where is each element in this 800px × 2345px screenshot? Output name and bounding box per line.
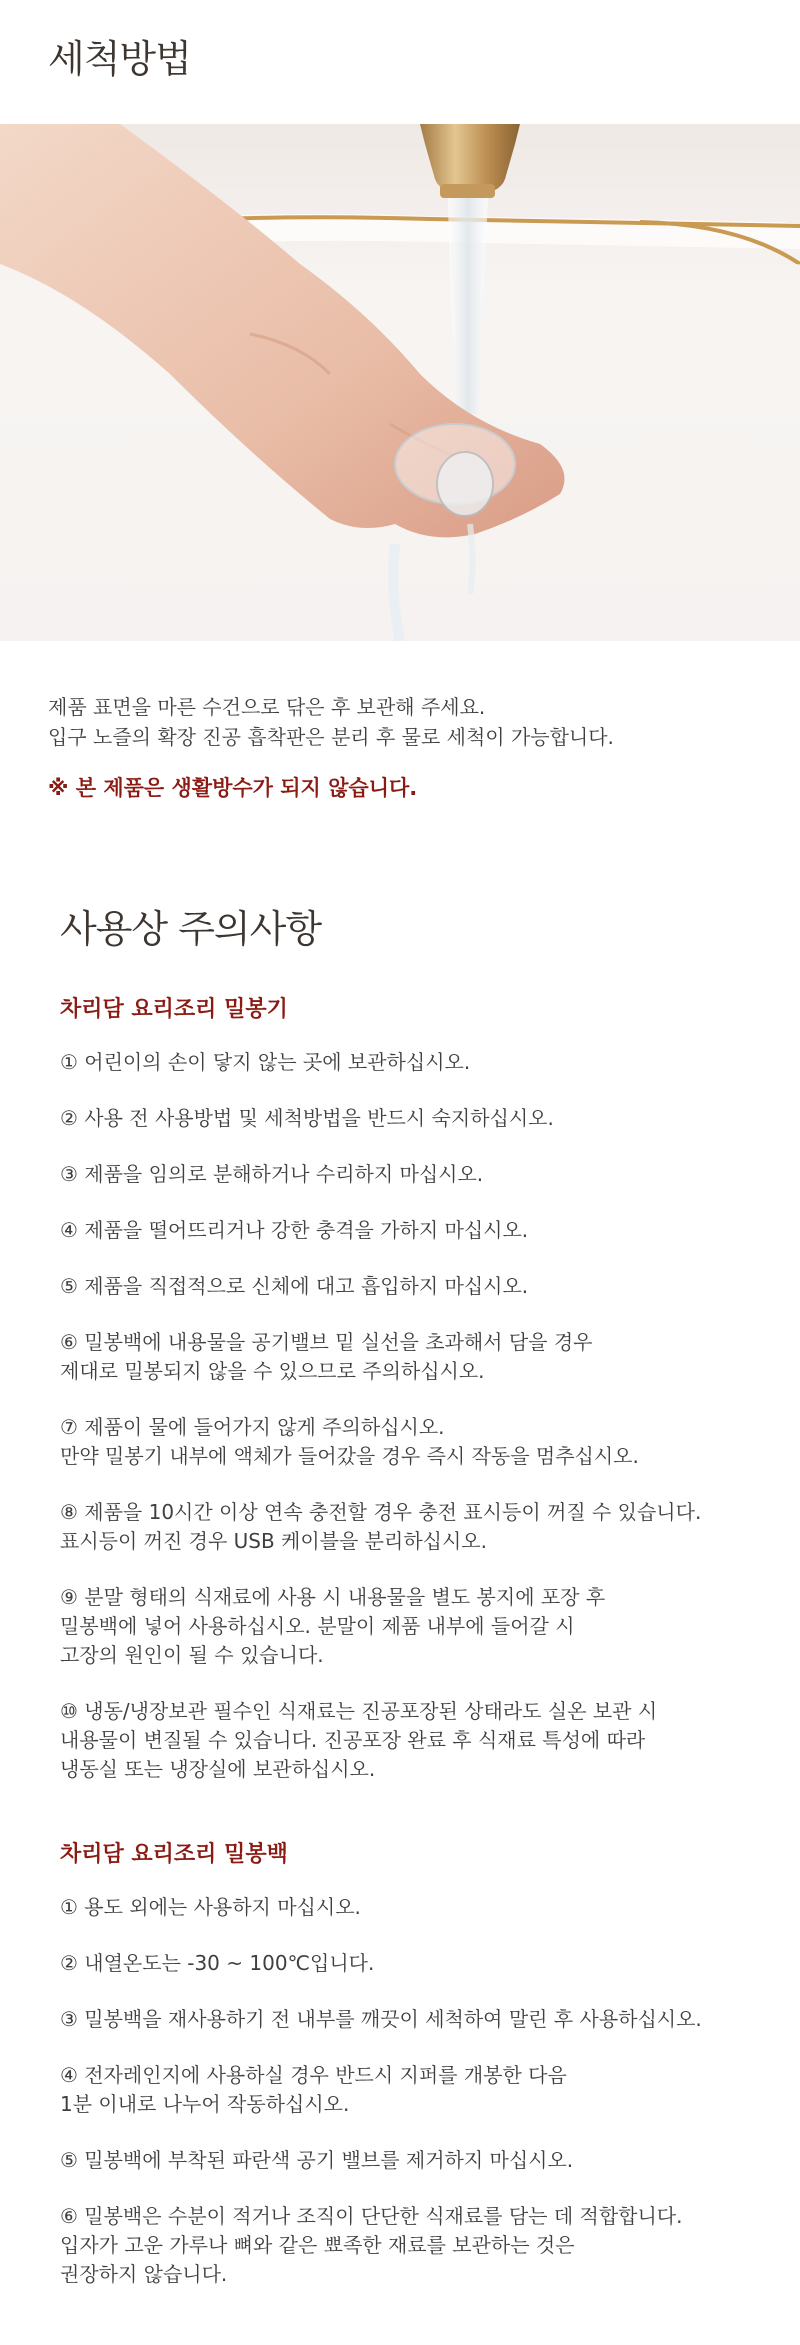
cleaning-description — [48, 692, 768, 752]
bag-heading: 차리담 요리조리 밀봉백 — [60, 1842, 288, 1867]
caution-title: 사용상 주의사항 — [60, 907, 322, 951]
description-line: 제품 표면을 마른 수건으로 닦은 후 보관해 주세요. — [48, 695, 486, 719]
caution-item: ② 사용 전 사용방법 및 세척방법을 반드시 숙지하십시오. — [60, 1106, 554, 1130]
caution-item: ⑤ 제품을 직접적으로 신체에 대고 흡입하지 마십시오. — [60, 1274, 529, 1298]
caution-item: ③ 제품을 임의로 분해하거나 수리하지 마십시오. — [60, 1162, 484, 1186]
description-line: 입구 노즐의 확장 진공 흡착판은 분리 후 물로 세척이 가능합니다. — [48, 725, 614, 749]
caution-item: ⑧ 제품을 10시간 이상 연속 충전할 경우 충전 표시등이 꺼질 수 있습니다. 표시등이 꺼진 경우 USB 케이블을 분리하십시오. — [60, 1500, 702, 1553]
caution-item: ⑤ 밀봉백에 부착된 파란색 공기 밸브를 제거하지 마십시오. — [60, 2148, 574, 2172]
cleaning-title: 세척방법 — [48, 37, 191, 81]
caution-item: ① 용도 외에는 사용하지 마십시오. — [60, 1895, 361, 1919]
caution-item: ② 내열온도는 -30 ~ 100℃입니다. — [60, 1951, 375, 1975]
caution-item: ⑥ 밀봉백에 내용물을 공기밸브 밑 실선을 초과해서 담을 경우 제대로 밀봉되지 않을 수 있으므로 주의하십시오. — [60, 1330, 593, 1383]
sealer-heading: 차리담 요리조리 밀봉기 — [60, 997, 288, 1022]
caution-item: ⑨ 분말 형태의 식재료에 사용 시 내용물을 별도 봉지에 포장 후 밀봉백에 넣어 사용하십시오. 분말이 제품 내부에 들어갈 시 고장의 원인이 될 수 있습니다. — [60, 1585, 606, 1667]
caution-item: ① 어린이의 손이 닿지 않는 곳에 보관하십시오. — [60, 1050, 471, 1074]
caution-item: ③ 밀봉백을 재사용하기 전 내부를 깨끗이 세척하여 말린 후 사용하십시오. — [60, 2007, 702, 2031]
caution-item: ⑥ 밀봉백은 수분이 적거나 조직이 단단한 식재료를 담는 데 적합합니다. 입자가 고운 가루나 뼈와 같은 뾰족한 재료를 보관하는 것은 권장하지 않습니다. — [60, 2204, 683, 2286]
caution-item: ④ 전자레인지에 사용하실 경우 반드시 지퍼를 개봉한 다음 1분 이내로 나누어 작동하십시오. — [60, 2063, 567, 2116]
waterproof-warning: ※ 본 제품은 생활방수가 되지 않습니다. — [48, 776, 418, 800]
caution-item: ④ 제품을 떨어뜨리거나 강한 충격을 가하지 마십시오. — [60, 1218, 529, 1242]
caution-item: ⑩ 냉동/냉장보관 필수인 식재료는 진공포장된 상태라도 실온 보관 시 내용물이 변질될 수 있습니다. 진공포장 완료 후 식재료 특성에 따라 냉동실 또는 냉장실에 보관하십시오. — [60, 1699, 658, 1781]
washing-photo — [0, 124, 800, 641]
caution-item: ⑦ 제품이 물에 들어가지 않게 주의하십시오. 만약 밀봉기 내부에 액체가 들어갔을 경우 즉시 작동을 멈추십시오. — [60, 1415, 639, 1468]
